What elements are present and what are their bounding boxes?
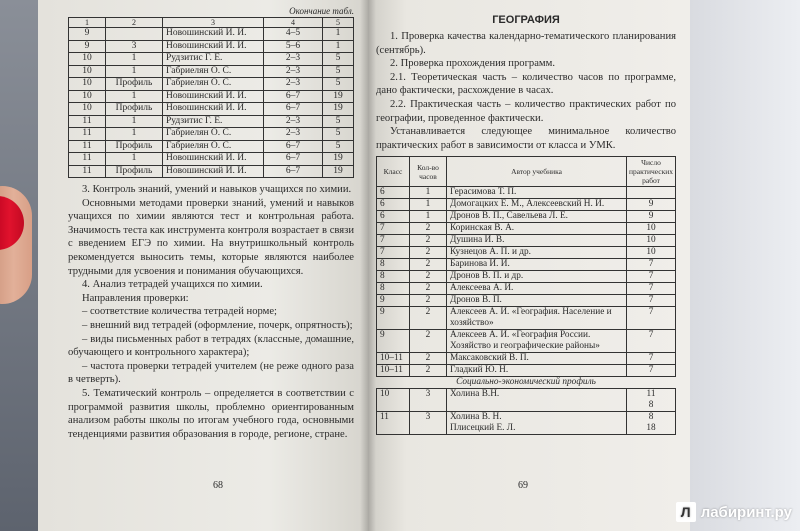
labirint-logo-icon: Л [676,502,696,522]
section-heading: 4. Анализ тетрадей учащихся по химии. [82,279,263,291]
table-cell: 2 [410,223,447,235]
table-cell: 7 [627,295,676,307]
table-cell: 1 [106,153,163,166]
table-cell: 2 [410,353,447,365]
table-cell: 1 [410,211,447,223]
list-item: – внешний вид тетрадей (оформление, почерк, опрятность); [82,319,353,331]
list-item: – частота проверки тетрадей учителем (не реже одного раза в четверть). [68,360,354,386]
table-cell: 11 8 [627,389,676,412]
table-cell: 2 [410,307,447,330]
table-row [377,187,676,199]
table-row [69,65,354,78]
table-cell: Новошинский И. И. [163,165,264,178]
table-cell: 11 [69,128,106,141]
table-cell: 1 [106,65,163,78]
table-cell: 2 [410,235,447,247]
table-cell: 2 [410,259,447,271]
table-cell: 10 [69,53,106,66]
paragraph: Направления проверки: [82,292,189,304]
table-cell: 1 [106,128,163,141]
table-cell: Габриелян О. С. [163,78,264,91]
table-cell: Коринская В. А. [447,223,627,235]
table-cell: 19 [323,90,354,103]
table-cell: 10 [69,78,106,91]
background-surface [690,0,800,531]
header-cell: Кол-во часов [410,157,447,187]
table-cell: 5 [323,78,354,91]
table-cell: Новошинский И. И. [163,153,264,166]
table-cell: 2 [410,271,447,283]
table-cell: 9 [69,40,106,53]
table-row [69,53,354,66]
table-cell: 7 [627,271,676,283]
table-cell: 10 [69,90,106,103]
geography-table-body [377,187,676,435]
table-cell: 1 [323,40,354,53]
table-row [377,259,676,271]
header-cell: Автор учебника [447,157,627,187]
table-cell: 9 [627,211,676,223]
table-cell: 10 [377,389,410,412]
chemistry-table [68,17,354,178]
table-cell: 2 [410,365,447,377]
table-cell: 2–3 [264,128,323,141]
table-row [377,295,676,307]
table-cell: Герасимова Т. П. [447,187,627,199]
table-cell: 7 [627,259,676,271]
table-cell: 11 [69,115,106,128]
table-cell: 11 [69,140,106,153]
table-cell: Профиль [106,78,163,91]
table-row [69,115,354,128]
table-row [377,353,676,365]
table-cell [106,28,163,41]
page-title: ГЕОГРАФИЯ [492,14,560,26]
table-cell: Дронов В. П., Савельева Л. Е. [447,211,627,223]
table-cell: 7 [627,307,676,330]
table-cell: Новошинский И. И. [163,28,264,41]
table-cell: Максаковский В. П. [447,353,627,365]
header-cell: 3 [163,18,264,28]
table-cell: 10–11 [377,365,410,377]
table-cell: 9 [627,199,676,211]
table-cell: 10 [627,235,676,247]
section-row [377,377,676,389]
header-cell: Число практических работ [627,157,676,187]
table-row [377,223,676,235]
table-cell: 6–7 [264,103,323,116]
table-cell: 1 [323,28,354,41]
table-cell: Габриелян О. С. [163,140,264,153]
table-cell: 7 [627,353,676,365]
table-cell: 11 [69,165,106,178]
table-cell: Душина И. В. [447,235,627,247]
table-cell: 9 [69,28,106,41]
table-cell: 19 [323,103,354,116]
table-cell: 2 [410,247,447,259]
table-row [377,247,676,259]
table-row [377,211,676,223]
table-cell: 9 [377,307,410,330]
table-cell: 7 [377,235,410,247]
table-cell: 3 [106,40,163,53]
table-cell: 6 [377,199,410,211]
table-row [69,153,354,166]
table-cell: 1 [106,53,163,66]
table-cell: Профиль [106,103,163,116]
table-cell: 8 18 [627,412,676,435]
paragraph: Основными методами проверки знаний, умений и навыков учащихся по химии являются тест и контрольная работа. Значимость теста как инструмента контроля возрастает в связи с введением ЕГЭ по химии. На внутришкольный контроль рекомендуется выносить темы, которые являются наиболее трудными для усвоения и понимания обучающихся. [68,197,354,277]
table-cell: 6 [377,211,410,223]
table-cell: 1 [410,199,447,211]
table-cell: Алексеев А. И. «География России. Хозяйство и географические районы» [447,330,627,353]
table-cell: 5 [323,140,354,153]
table-cell: Новошинский И. И. [163,90,264,103]
table-row [377,389,676,412]
paragraph: Устанавливается следующее минимальное количество практических работ в зависимости от класса и УМК. [376,126,676,151]
table-cell: 6 [377,187,410,199]
table-cell: 8 [377,259,410,271]
table-cell: 5–6 [264,40,323,53]
table-row [377,235,676,247]
table-cell: 1 [106,90,163,103]
table-cell: 4–5 [264,28,323,41]
table-cell: 10–11 [377,353,410,365]
table-cell: 10 [627,247,676,259]
table-cell [627,187,676,199]
table-cell: Холина В. Н. Плисецкий Е. Л. [447,412,627,435]
header-cell: 4 [264,18,323,28]
table-cell: Новошинский И. И. [163,103,264,116]
table-cell: 7 [627,365,676,377]
table-cell: 7 [627,283,676,295]
table-row [377,271,676,283]
table-cell: 1 [410,187,447,199]
table-cell: Гладкий Ю. Н. [447,365,627,377]
paragraph: 2.1. Теоретическая часть – количество часов по программе, дано фактически, расхождение в часах. [376,71,676,97]
table-row [69,140,354,153]
table-cell: 2 [410,295,447,307]
table-row [69,128,354,141]
table-cell: Новошинский И. И. [163,40,264,53]
table-header-row [69,18,354,28]
left-page [38,0,368,531]
table-cell: 5 [323,128,354,141]
watermark [676,501,792,523]
table-cell: 1 [106,115,163,128]
table-cell: 8 [377,283,410,295]
table-cell: 6–7 [264,140,323,153]
table-cell: 2 [410,330,447,353]
table-row [69,40,354,53]
page-number: 69 [518,480,528,491]
table-cell: 19 [323,165,354,178]
paragraph: 1. Проверка качества календарно-тематического планирования (сентябрь). [376,31,676,56]
table-row [377,330,676,353]
table-cell: 10 [627,223,676,235]
table-cell: 19 [323,153,354,166]
table-row [69,90,354,103]
table-row [377,283,676,295]
table-cell: 6–7 [264,90,323,103]
table-cell: Кузнецов А. П. и др. [447,247,627,259]
table-cell: Профиль [106,140,163,153]
table-caption: Окончание табл. [289,6,354,16]
table-cell: 2–3 [264,78,323,91]
table-cell: 6–7 [264,153,323,166]
paragraph: 5. Тематический контроль – определяется в соответствии с программой развития школы, проблемно ориентированным анализом работы школы по итогам учебного года, основными тенденциями развития образования в городе, регионе, стране. [68,387,354,440]
table-cell: 8 [377,271,410,283]
table-cell: 7 [627,330,676,353]
table-header-row [377,157,676,187]
header-cell: 2 [106,18,163,28]
table-row [377,199,676,211]
table-cell: 9 [377,330,410,353]
header-cell: Класс [377,157,410,187]
paragraph: 2. Проверка прохождения программ. [390,58,555,70]
table-cell: Холина В.Н. [447,389,627,412]
table-cell: Профиль [106,165,163,178]
right-page [368,0,690,531]
table-row [377,412,676,435]
table-cell: 7 [377,223,410,235]
table-cell: 10 [69,65,106,78]
page-number: 68 [213,480,223,491]
table-cell: Дронов В. П. и др. [447,271,627,283]
table-cell: 3 [410,412,447,435]
table-cell: 5 [323,65,354,78]
table-cell: Алексеева А. И. [447,283,627,295]
table-cell: Домогацких Е. М., Алексеевский Н. И. [447,199,627,211]
table-row [377,365,676,377]
book-gutter [360,0,376,531]
header-cell: 5 [323,18,354,28]
watermark-text: лабиринт.ру [700,503,792,521]
list-item: – соответствие количества тетрадей норме; [82,306,277,318]
table-cell: 3 [410,389,447,412]
list-item: – виды письменных работ в тетрадях (классные, домашние, обучающего и контрольного характера); [68,333,354,359]
table-cell: 5 [323,53,354,66]
table-cell: 2–3 [264,115,323,128]
table-cell: 10 [69,103,106,116]
table-row [69,78,354,91]
table-cell: 2–3 [264,65,323,78]
table-cell: 11 [69,153,106,166]
table-cell: 7 [377,247,410,259]
table-cell: Алексеев А. И. «География. Население и хозяйство» [447,307,627,330]
table-row [69,103,354,116]
table-row [377,307,676,330]
table-cell: Габриелян О. С. [163,128,264,141]
table-cell: 5 [323,115,354,128]
geography-table [376,156,676,435]
table-row [69,165,354,178]
table-row [69,28,354,41]
table-cell: Баринова И. И. [447,259,627,271]
table-cell: 2–3 [264,53,323,66]
chemistry-table-body [69,28,354,178]
table-cell: Габриелян О. С. [163,65,264,78]
table-cell: 11 [377,412,410,435]
table-cell: 2 [410,283,447,295]
table-cell: Рудзитис Г. Е. [163,53,264,66]
table-cell: Рудзитис Г. Е. [163,115,264,128]
table-cell: Дронов В. П. [447,295,627,307]
header-cell: 1 [69,18,106,28]
paragraph: 2.2. Практическая часть – количество практических работ по географии, проведенное фактически. [376,98,676,124]
section-heading: 3. Контроль знаний, умений и навыков учащихся по химии. [82,184,352,195]
table-cell: 9 [377,295,410,307]
table-cell: 6–7 [264,165,323,178]
section-label: Социально-экономический профиль [456,377,596,388]
